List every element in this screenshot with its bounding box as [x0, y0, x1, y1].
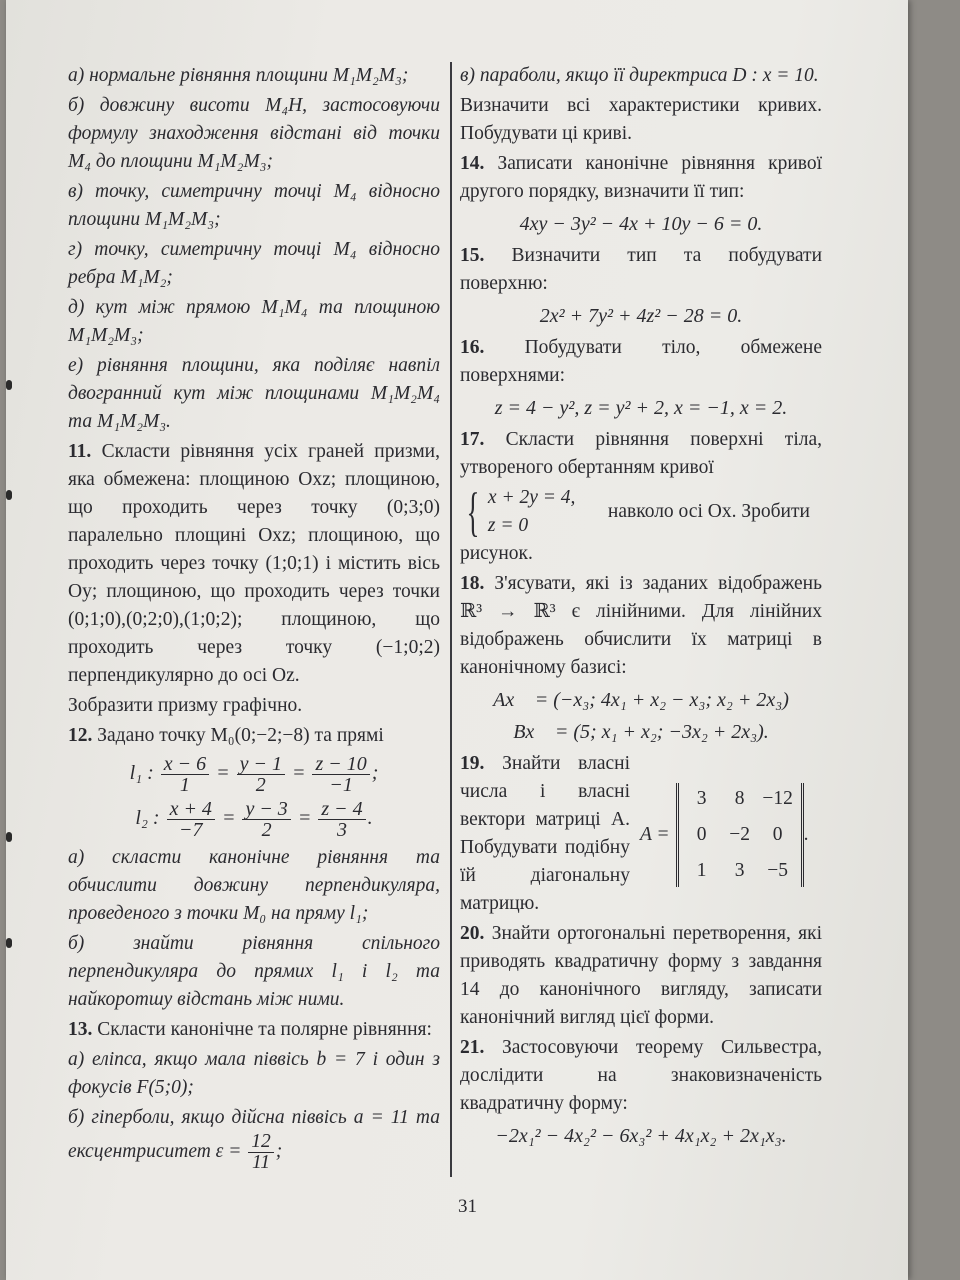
numerator: 12 — [248, 1132, 274, 1153]
task-number: 21. — [460, 1037, 485, 1058]
task-16 — [460, 334, 822, 390]
punct: . — [803, 824, 809, 845]
fraction — [242, 799, 290, 840]
denominator: 2 — [261, 819, 272, 841]
matrix-cell: 1 — [696, 860, 707, 881]
matrix-cell: −12 — [762, 788, 793, 809]
brace-symbol: { — [466, 482, 480, 542]
matrix-cell: 8 — [734, 788, 745, 809]
item-a: а) нормальне рівняння площини M₁M₂M₃; — [68, 65, 409, 86]
task-text: Застосовуючи теорему Сильвестра, дослідити на знаковизначеність квадратичну форму: — [460, 1037, 822, 1114]
task-11 — [68, 438, 440, 690]
system-line: x + 2y = 4, — [487, 487, 576, 508]
numerator: x + 4 — [167, 799, 215, 820]
task-12b: б) знайти рівняння спільного перпендикуляра до прямих l₁ і l₂ та найкоротшу відстань між ними. — [68, 933, 440, 1010]
fraction — [248, 1132, 274, 1173]
binding-hole — [6, 490, 12, 500]
matrix-label: A = — [640, 824, 670, 845]
fraction — [237, 754, 285, 795]
task-text: Визначити тип та побудувати поверхню: — [460, 245, 823, 294]
system-line: z = 0 — [487, 515, 529, 536]
task-13b-text: б) гіперболи, якщо дійсна піввісь a = 11 та ексцентриситет ε = — [68, 1107, 440, 1162]
denominator: −1 — [329, 774, 353, 796]
numerator: y − 3 — [242, 799, 290, 820]
denominator: −7 — [179, 819, 203, 841]
task-19 — [460, 750, 822, 920]
task-text: Побудувати тіло, обмежене поверхнями: — [460, 337, 823, 386]
formula-15: 2x² + 7y² + 4z² − 28 = 0. — [539, 305, 743, 327]
binding-hole — [6, 938, 12, 948]
item-v-note: Визначити всі характеристики кривих. Побудувати ці криві. — [460, 95, 822, 144]
right-column — [460, 62, 822, 1154]
matrix-cell: 3 — [696, 788, 707, 809]
punct: . — [367, 807, 373, 830]
task-text: З'ясувати, які із заданих відображень ℝ³ → ℝ³ є лінійними. Для лінійних відображень обчислити їх матриці в канонічному базисі: — [460, 573, 822, 678]
task-text: Скласти рівняння усіх граней призми, яка обмежена: площиною Oxz; площиною, що проходить через точку (0;3;0) паралельно площині Oxz; площиною, що проходить через точку (1;0;1) і містить вісь Oy; площиною, що проходить через точки (0;1;0),(0;2;0),(1;0;2); площиною, що проходить через точку (−1;0;2) перпендикулярно до осі Oz. — [68, 441, 440, 686]
task-text: Знайти ортогональні перетворення, які приводять квадратичну форму з завдання 14 до канонічного вигляду, записати канонічний вигляд цієї форми. — [460, 923, 822, 1028]
task-text: Скласти рівняння поверхні тіла, утвореного обертанням кривої — [460, 429, 822, 478]
item-b: б) довжину висоти M₄H, застосовуючи формулу знаходження відстані від точки M₄ до площини M₁M₂M₃; — [68, 95, 440, 172]
task-number: 13. — [68, 1019, 93, 1040]
binding-hole — [6, 832, 12, 842]
binding-hole — [6, 380, 12, 390]
book-page — [6, 0, 908, 1280]
task-number: 12. — [68, 725, 93, 746]
numerator: z − 4 — [318, 799, 365, 820]
task-20 — [460, 920, 822, 1032]
task-14 — [460, 150, 822, 206]
item-d: д) кут між прямою M₁M₄ та площиною M₁M₂M₃; — [68, 297, 440, 346]
matrix-cell: −5 — [767, 860, 788, 881]
column-divider — [450, 62, 452, 1177]
task-17-end: рисунок. — [460, 543, 533, 564]
task-text: Задано точку M₀(0;−2;−8) та прямі — [97, 725, 384, 746]
formula-18b: Bx⃗ = (5; x₁ + x₂; −3x₂ + 2x₃). — [513, 721, 769, 743]
line-l2-equation: l₂ : $\frac{x + 4}{-7}$ = $\frac{y - 3}{2}$ = $\frac{z - 4}{3}$ . — [135, 798, 373, 841]
task-21 — [460, 1034, 822, 1118]
line-name: l₁ : — [129, 762, 154, 785]
item-g: г) точку, симетричну точці M₄ відносно ребра M₁M₂; — [68, 239, 440, 288]
punct: ; — [275, 1140, 283, 1162]
numerator: z − 10 — [312, 754, 369, 775]
formula-16: z = 4 − y², z = y² + 2, x = −1, x = 2. — [494, 397, 788, 419]
numerator: y − 1 — [237, 754, 285, 775]
task-13a: а) еліпса, якщо мала піввісь b = 7 і один з фокусів F(5;0); — [68, 1049, 440, 1098]
formula-21: −2x₁² − 4x₂² − 6x₃² + 4x₁x₂ + 2x₁x₃. — [495, 1125, 787, 1147]
task-text: Знайти власні числа і власні вектори матриці A. Побудувати подібну їй діагональну матрицю. — [460, 753, 630, 914]
task-text: Скласти канонічне та полярне рівняння: — [97, 1019, 432, 1040]
punct: ; — [371, 762, 379, 785]
item-v-parabola: в) параболи, якщо її директриса D : x = 10. — [460, 65, 819, 86]
task-11-end: Зобразити призму графічно. — [68, 695, 303, 716]
fraction — [318, 799, 365, 840]
task-15 — [460, 242, 822, 298]
matrix-cell: −2 — [729, 824, 750, 845]
denominator: 1 — [179, 774, 190, 796]
matrix-A — [676, 783, 804, 887]
system-lines — [488, 484, 608, 540]
task-12 — [68, 722, 440, 750]
task-13b — [68, 1104, 440, 1173]
fraction — [312, 754, 369, 795]
task-number: 18. — [460, 573, 485, 594]
task-number: 19. — [460, 753, 485, 774]
matrix-cell: 0 — [772, 824, 783, 845]
item-v: в) точку, симетричну точці M₄ відносно площини M₁M₂M₃; — [68, 181, 440, 230]
line-name: l₂ : — [135, 807, 160, 830]
task-number: 11. — [68, 441, 92, 462]
task-text: Записати канонічне рівняння кривої другого порядку, визначити її тип: — [460, 153, 822, 202]
task-13 — [68, 1016, 440, 1044]
matrix-cell: 3 — [734, 860, 745, 881]
numerator: x − 6 — [161, 754, 209, 775]
matrix-cell: 0 — [696, 824, 707, 845]
task-number: 15. — [460, 245, 485, 266]
formula-18a: Ax⃗ = (−x₃; 4x₁ + x₂ − x₃; x₂ + 2x₃) — [493, 689, 789, 711]
line-l1-equation: l₁ : $\frac{x - 6}{1}$ = $\frac{y - 1}{2}$ = $\frac{z - 10}{-1}$ ; — [129, 753, 379, 796]
denominator: 3 — [336, 819, 347, 841]
formula-14: 4xy − 3y² − 4x + 10y − 6 = 0. — [519, 213, 763, 235]
task-number: 14. — [460, 153, 485, 174]
task-number: 16. — [460, 337, 485, 358]
task-number: 17. — [460, 429, 485, 450]
denominator: 11 — [252, 1152, 271, 1173]
page-number: 31 — [458, 1196, 477, 1217]
left-column — [68, 62, 440, 1175]
task-17 — [460, 426, 822, 482]
system-17 — [460, 484, 822, 540]
task-19-text — [460, 750, 630, 918]
denominator: 2 — [255, 774, 266, 796]
item-e: е) рівняння площини, яка поділяє навпіл двогранний кут між площинами M₁M₂M₄ та M₁M₂M₃. — [68, 355, 440, 432]
fraction — [167, 799, 215, 840]
task-17-mid: навколо осі Ox. Зробити — [607, 501, 810, 522]
fraction — [161, 754, 209, 795]
task-number: 20. — [460, 923, 485, 944]
task-12a: а) скласти канонічне рівняння та обчислити довжину перпендикуляра, проведеного з точки M₀ на пряму l₁; — [68, 847, 440, 924]
task-18 — [460, 570, 822, 682]
